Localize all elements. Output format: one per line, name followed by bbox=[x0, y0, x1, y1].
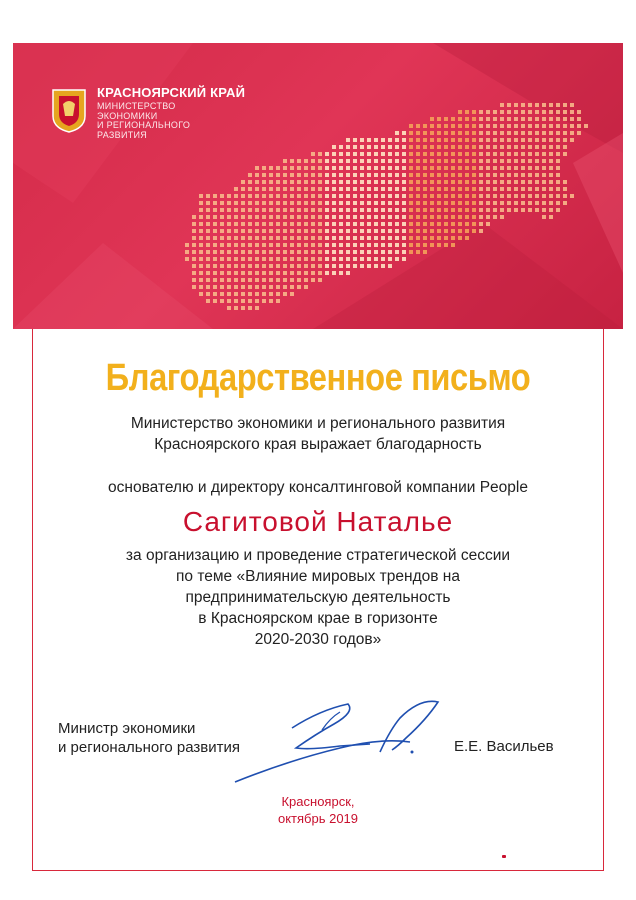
coat-of-arms-icon bbox=[49, 86, 89, 134]
recipient-name: Сагитовой Наталье bbox=[182, 506, 454, 537]
reason-line: по теме «Влияние мировых трендов на bbox=[176, 568, 460, 585]
reason-line: за организацию и проведение стратегической сессии bbox=[125, 547, 511, 564]
ministry-line: МИНИСТЕРСТВО bbox=[97, 101, 176, 111]
letter-title: Благодарственное письмо bbox=[105, 357, 531, 399]
date: октябрь 2019 bbox=[277, 811, 359, 826]
region-name: КРАСНОЯРСКИЙ КРАЙ bbox=[97, 85, 246, 100]
minister-title-line: и регионального развития bbox=[58, 739, 241, 756]
stray-mark bbox=[502, 855, 506, 858]
place-and-date bbox=[0, 793, 636, 827]
reason-text bbox=[40, 545, 596, 650]
minister-title bbox=[58, 719, 240, 757]
ministry-line: РАЗВИТИЯ bbox=[97, 129, 148, 140]
intro-line: Красноярского края выражает благодарность bbox=[154, 436, 482, 453]
reason-line: 2020-2030 годов» bbox=[254, 631, 382, 648]
ministry-line: И РЕГИОНАЛЬНОГО bbox=[97, 120, 191, 130]
minister-title-line: Министр экономики bbox=[58, 720, 196, 737]
reason-line: в Красноярском крае в горизонте bbox=[198, 610, 438, 627]
handwritten-signature bbox=[230, 690, 450, 790]
minister-name: Е.Е. Васильев bbox=[454, 738, 554, 755]
reason-line: предпринимательскую деятельность bbox=[185, 589, 451, 606]
ministry-brand bbox=[97, 87, 245, 140]
ministry-name bbox=[97, 102, 245, 140]
intro-text bbox=[40, 413, 596, 455]
place: Красноярск, bbox=[281, 794, 355, 809]
ministry-line: ЭКОНОМИКИ bbox=[97, 110, 158, 121]
intro-line: Министерство экономики и регионального развития bbox=[130, 415, 506, 432]
addressee-role: основателю и директору консалтинговой компании People bbox=[108, 479, 528, 496]
